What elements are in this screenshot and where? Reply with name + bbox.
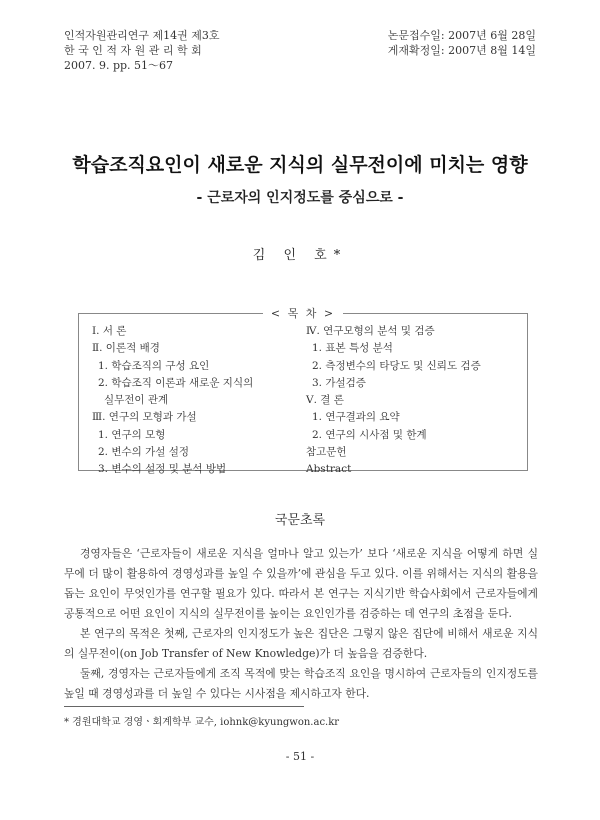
accepted-date: 게재확정일: 2007년 8월 14일 [387, 44, 536, 57]
society-name: 한 국 인 적 자 원 관 리 학 회 [64, 44, 202, 57]
issue-pages: 2007. 9. pp. 51～67 [64, 59, 174, 72]
toc-item: Ⅰ. 서 론 [92, 325, 127, 337]
abstract-title: 국문초록 [274, 513, 326, 528]
page-number: - 51 - [285, 750, 315, 763]
toc-item: 참고문헌 [306, 446, 347, 459]
paper-title: 학습조직요인이 새로운 지식의 실무전이에 미치는 영향 [72, 154, 528, 176]
toc-item: 2. 측정변수의 타당도 및 신뢰도 검증 [312, 359, 481, 372]
toc-item: Ⅳ. 연구모형의 분석 및 검증 [306, 325, 435, 337]
author-footnote: * 경원대학교 경영ㆍ회계학부 교수, iohnk@kyungwon.ac.kr [64, 717, 340, 728]
toc-heading: < 목 차 > [263, 305, 343, 321]
toc-item: 2. 변수의 가설 설정 [98, 446, 190, 459]
journal-info [64, 28, 220, 73]
received-date: 논문접수일: 2007년 6월 28일 [387, 29, 536, 42]
table-of-contents [78, 305, 528, 476]
toc-item: 1. 학습조직의 구성 요인 [98, 359, 210, 372]
toc-item: 3. 가설검증 [312, 376, 366, 389]
abstract-paragraph: 경영자들은 ‘근로자들이 새로운 지식을 얼마나 알고 있는가’ 보다 ‘새로운 지식을 어떻게 하면 실무에 더 많이 활용하여 경영성과를 높일 수 있을까’에 관심을 두고 있다. 이를 위해서는 지식의 활용을 돕는 요인이 무엇인가를 연구할 필요가 있다. 따라서 본 연구는 지식기반 학습사회에서 근로자들에게 공통적으로 어떤 요인이 지식의 실무전이를 높이는 요인인가를 검증하는 데 연구의 초점을 둔다. [64, 547, 538, 620]
toc-item: Ⅱ. 이론적 배경 [92, 342, 160, 355]
toc-item: Ⅲ. 연구의 모형과 가설 [92, 411, 197, 424]
abstract-body [64, 544, 538, 704]
toc-right-column [306, 323, 481, 479]
abstract-paragraph: 본 연구의 목적은 첫째, 근로자의 인지정도가 높은 집단은 그렇지 않은 집단에 비해서 새로운 지식의 실무전이(on Job Transfer of New Knowledge)가 더 높음을 검증한다. [64, 627, 538, 660]
toc-item: Abstract [306, 463, 352, 476]
toc-item: 1. 연구의 모형 [98, 428, 166, 441]
toc-left-column [92, 323, 253, 479]
toc-item: 1. 표본 특성 분석 [312, 342, 393, 355]
toc-item: 2. 학습조직 이론과 새로운 지식의 [98, 376, 254, 389]
toc-item: 2. 연구의 시사점 및 한계 [312, 428, 427, 441]
toc-item: 실무전이 관계 [104, 394, 169, 407]
toc-item: 3. 변수의 설정 및 분석 방법 [98, 463, 227, 476]
toc-item: Ⅴ. 결 론 [306, 394, 344, 407]
author-name: 김 인 호* [252, 248, 348, 263]
journal-name: 인적자원관리연구 제14권 제3호 [64, 29, 220, 42]
toc-item: 1. 연구결과의 요약 [312, 411, 400, 424]
submission-dates [388, 28, 536, 58]
paper-subtitle: - 근로자의 인지정도를 중심으로 - [196, 190, 404, 206]
footnote-divider [64, 706, 304, 707]
abstract-paragraph: 둘째, 경영자는 근로자들에게 조직 목적에 맞는 학습조직 요인을 명시하여 근로자들의 인지정도를 높일 때 경영성과를 더 높일 수 있다는 시사점을 제시하고자 한다. [64, 667, 538, 700]
